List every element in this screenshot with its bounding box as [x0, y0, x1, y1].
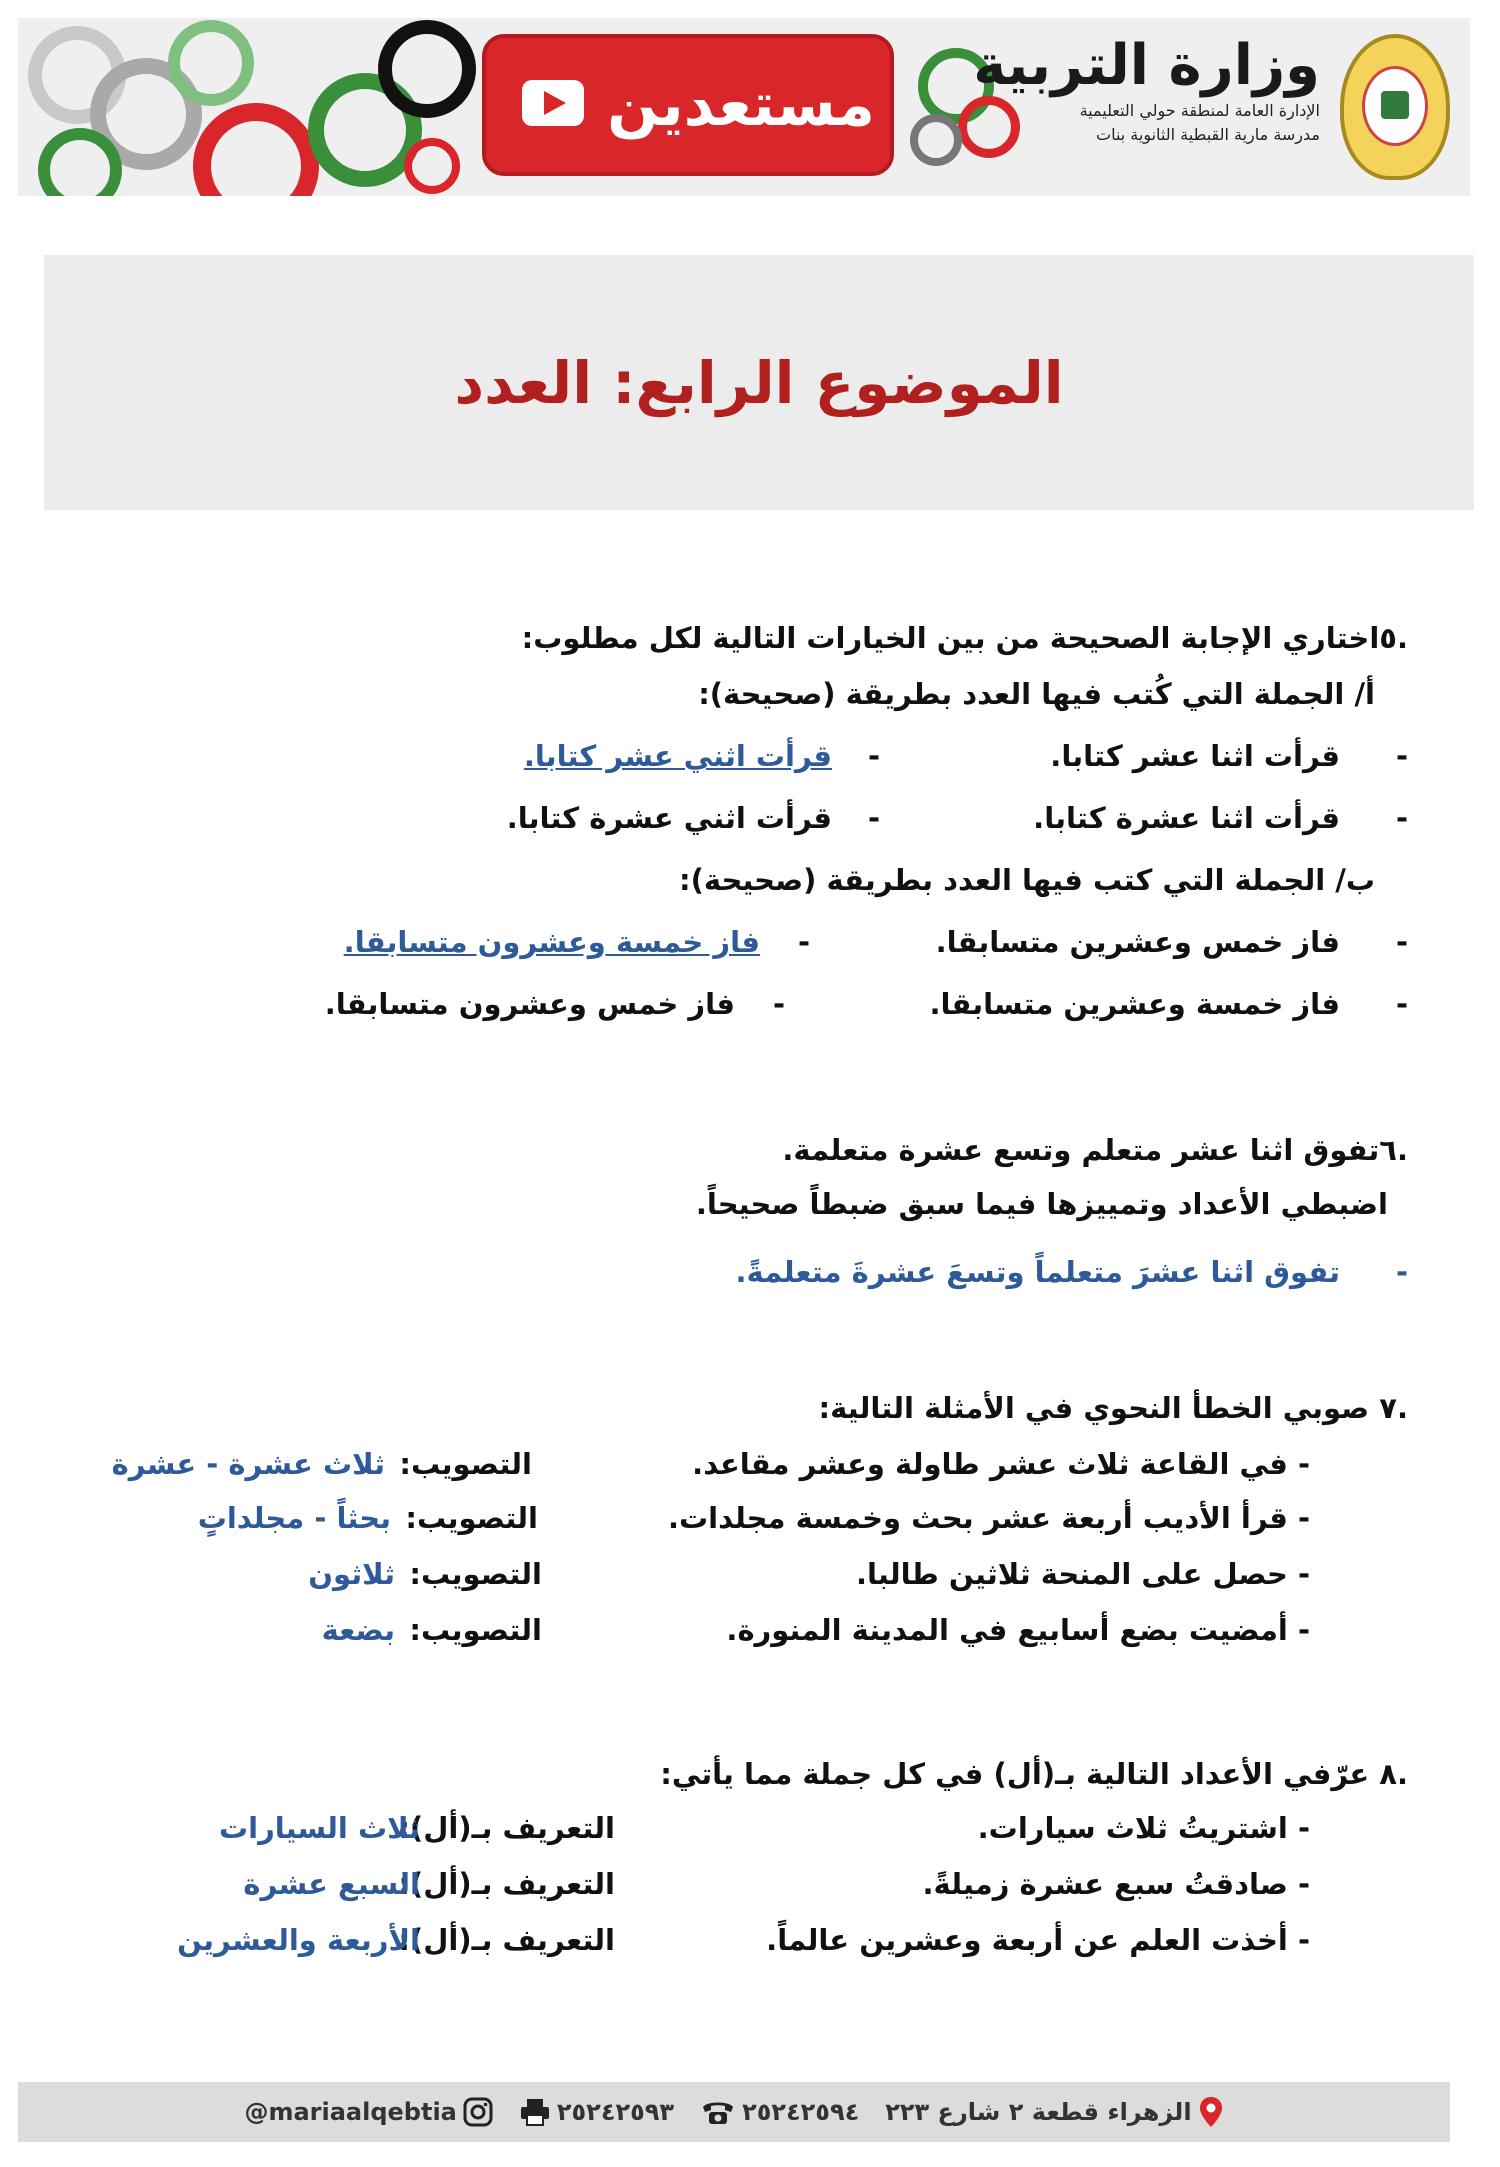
q7-correction-label: التصويب: — [405, 1501, 538, 1535]
youtube-play-icon — [522, 80, 584, 126]
q7-sentence-3: - حصل على المنحة ثلاثين طالبا. — [855, 1557, 1310, 1591]
q6-line1: .٦تفوق اثنا عشر متعلم وتسع عشرة متعلمة. — [782, 1133, 1408, 1167]
bullet: - — [797, 925, 810, 959]
bullet: - — [1395, 987, 1408, 1021]
footer-instagram[interactable]: @mariaalqebtia — [244, 2098, 457, 2126]
footer-phone: ٢٥٢٤٢٥٩٤ — [742, 2098, 860, 2126]
q8-definition-label: التعريف بـ(أل): — [398, 1811, 615, 1845]
page-title: الموضوع الرابع: العدد — [454, 348, 1064, 417]
bullet: - — [1395, 1255, 1408, 1289]
q5b-option-1: فاز خمس وعشرين متسابقا. — [935, 925, 1340, 959]
q8-answer-3: الأربعة والعشرين — [177, 1923, 420, 1957]
instagram-icon — [463, 2097, 493, 2127]
bullet: - — [772, 987, 785, 1021]
q5a-option-1: قرأت اثنا عشر كتابا. — [1050, 739, 1340, 773]
bullet: - — [1395, 739, 1408, 773]
footer-contacts — [18, 2082, 1450, 2142]
directorate-name: الإدارة العامة لمنطقة حولي التعليمية — [1079, 101, 1320, 121]
q7-correction-label: التصويب: — [399, 1447, 532, 1481]
q7-prompt: .٧ صوبي الخطأ النحوي في الأمثلة التالية: — [818, 1391, 1408, 1425]
q8-prompt: .٨ عرّفي الأعداد التالية بـ(أل) في كل جملة مما يأتي: — [660, 1757, 1408, 1791]
footer-fax: ٢٥٢٤٢٥٩٣ — [556, 2098, 675, 2126]
fax-printer-icon — [519, 2097, 551, 2127]
header-banner — [18, 18, 1470, 196]
q8-answer-2: السبع عشرة — [243, 1867, 420, 1901]
q5a-label: أ/ الجملة التي كُتب فيها العدد بطريقة (صحيحة): — [698, 677, 1375, 711]
footer-bar — [18, 2082, 1450, 2142]
q7-sentence-1: - في القاعة ثلاث عشر طاولة وعشر مقاعد. — [692, 1447, 1310, 1481]
gear-icon — [168, 20, 254, 106]
q7-correction-label: التصويب: — [409, 1557, 542, 1591]
telephone-icon — [700, 2098, 736, 2126]
gear-icon — [404, 138, 460, 194]
school-name: مدرسة مارية القبطية الثانوية بنات — [1096, 125, 1320, 145]
q5a-option-4: قرأت اثني عشرة كتابا. — [506, 801, 832, 835]
q8-answer-1: ثلاث السيارات — [219, 1811, 420, 1845]
ministry-block — [900, 32, 1320, 147]
gear-icon — [378, 20, 476, 118]
fax-item — [519, 2097, 674, 2127]
q7-correction-label: التصويب: — [409, 1613, 542, 1647]
q5a-option-2-correct: قرأت اثني عشر كتابا. — [523, 739, 832, 773]
q8-sentence-3: - أخذت العلم عن أربعة وعشرين عالماً. — [766, 1923, 1310, 1957]
q5b-option-3: فاز خمسة وعشرين متسابقا. — [929, 987, 1340, 1021]
bullet: - — [1395, 925, 1408, 959]
q5-prompt: .٥اختاري الإجابة الصحيحة من بين الخيارات التالية لكل مطلوب: — [521, 621, 1408, 655]
footer-address: الزهراء قطعة ٢ شارع ٢٢٣ — [885, 2098, 1192, 2126]
q7-answer-2: بحثاً - مجلداتٍ — [197, 1501, 391, 1535]
youtube-label: مستعدين — [607, 70, 875, 140]
youtube-subscribe-button[interactable] — [482, 34, 894, 176]
gear-icon — [193, 103, 319, 196]
q5a-option-3: قرأت اثنا عشرة كتابا. — [1033, 801, 1340, 835]
location-item — [885, 2096, 1223, 2128]
kuwait-emblem-icon — [1340, 34, 1450, 180]
q8-sentence-1: - اشتريتُ ثلاث سيارات. — [977, 1811, 1310, 1845]
q7-sentence-2: - قرأ الأديب أربعة عشر بحث وخمسة مجلدات. — [667, 1501, 1310, 1535]
ministry-name: وزارة التربية — [973, 33, 1320, 98]
bullet: - — [867, 801, 880, 835]
phone-item — [700, 2098, 859, 2126]
q5b-option-2-correct: فاز خمسة وعشرون متسابقا. — [343, 925, 760, 959]
q5b-label: ب/ الجملة التي كتب فيها العدد بطريقة (صحيحة): — [679, 863, 1375, 897]
bullet: - — [1395, 801, 1408, 835]
q8-definition-label: التعريف بـ(أل): — [398, 1867, 615, 1901]
q7-answer-1: ثلاث عشرة - عشرة — [111, 1447, 385, 1481]
bullet: - — [867, 739, 880, 773]
q6-line2: اضبطي الأعداد وتمييزها فيما سبق ضبطاً صحيحاً. — [695, 1187, 1388, 1221]
title-box — [44, 255, 1474, 510]
q8-sentence-2: - صادقتُ سبع عشرة زميلةً. — [922, 1867, 1310, 1901]
q6-answer: تفوق اثنا عشرَ متعلماً وتسعَ عشرةَ متعلمةً. — [735, 1255, 1340, 1289]
location-pin-icon — [1198, 2096, 1224, 2128]
q7-sentence-4: - أمضيت بضع أسابيع في المدينة المنورة. — [726, 1613, 1310, 1647]
q5b-option-4: فاز خمس وعشرون متسابقا. — [324, 987, 735, 1021]
q7-answer-3: ثلاثون — [308, 1557, 395, 1591]
instagram-item[interactable] — [244, 2097, 492, 2127]
q8-definition-label: التعريف بـ(أل): — [398, 1923, 615, 1957]
q7-answer-4: بضعة — [321, 1613, 395, 1647]
